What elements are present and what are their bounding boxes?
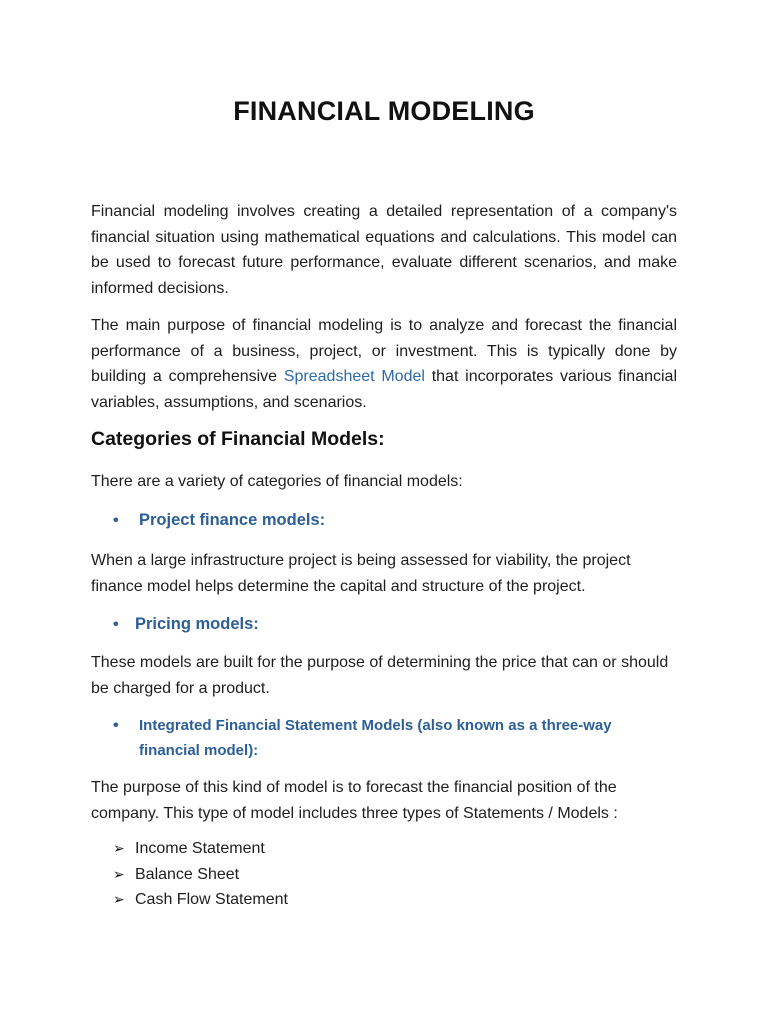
categories-intro: There are a variety of categories of financial models:: [91, 473, 463, 490]
purpose-text-end: that incorporates various financial variables, assumptions, and scenarios.: [91, 368, 678, 412]
spreadsheet-model-link[interactable]: Spreadsheet Model: [283, 368, 425, 386]
category-name: Project finance models:: [139, 511, 326, 529]
statement-label: Balance Sheet: [135, 865, 240, 883]
categories-heading: Categories of Financial Models:: [91, 428, 385, 450]
arrow-bullet-icon: ➢: [113, 840, 125, 856]
statement-label: Income Statement: [135, 840, 265, 857]
arrow-bullet-icon: ➢: [113, 891, 125, 908]
category-heading-pricing: [113, 612, 673, 637]
purpose-text-start: The main purpose of financial modeling is to analyze and forecast the financial performance of a business, project, or investment. This is typically done by building a comprehensive: [91, 317, 677, 386]
list-item: [113, 862, 288, 888]
page-title: FINANCIAL MODELING: [233, 96, 535, 126]
bullet-icon: •: [113, 616, 119, 633]
category-heading-integrated: [113, 713, 673, 763]
category-name: Pricing models:: [135, 615, 259, 633]
arrow-bullet-icon: ➢: [113, 865, 125, 882]
intro-paragraph: Financial modeling involves creating a detailed representation of a company's financial situation using mathematical equations and calculations. This model can be used to forecast future performance, evaluate different scenarios, and make informed decisions.: [91, 203, 677, 298]
statement-list: [113, 836, 288, 913]
bullet-icon: •: [113, 717, 119, 734]
category-description-project-finance: When a large infrastructure project is being assessed for viability, the project finance model helps determine the capital and structure of the project.: [91, 552, 631, 595]
list-item: [113, 836, 288, 862]
category-description-integrated: The purpose of this kind of model is to forecast the financial position of the company. This type of model includes three types of Statements / Models :: [91, 779, 618, 822]
list-item: [113, 887, 288, 913]
bullet-icon: •: [113, 512, 119, 529]
category-description-pricing: These models are built for the purpose of determining the price that can or should be charged for a product.: [91, 654, 669, 697]
category-heading-project-finance: [113, 508, 673, 533]
purpose-paragraph: [91, 313, 677, 416]
statement-label: Cash Flow Statement: [135, 891, 288, 909]
category-name: Integrated Financial Statement Models (also known as a three-way financial model):: [139, 717, 612, 759]
